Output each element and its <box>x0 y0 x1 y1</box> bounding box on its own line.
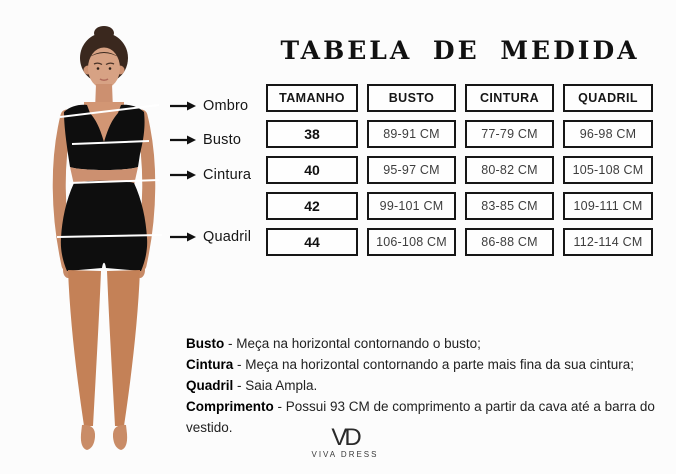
note-text: - Meça na horizontal contornando a parte mais fina da sua cintura; <box>233 357 634 372</box>
table-cell-busto: 89-91 CM <box>367 120 456 148</box>
column-header-quadril: QUADRIL <box>563 84 653 112</box>
model-foot-right <box>113 425 127 450</box>
note-term: Busto <box>186 336 225 351</box>
table-cell-busto: 106-108 CM <box>367 228 456 256</box>
column-header-cintura: CINTURA <box>465 84 554 112</box>
column-header-busto: BUSTO <box>367 84 456 112</box>
model-shorts <box>61 181 147 271</box>
column-header-tamanho: TAMANHO <box>266 84 358 112</box>
note-term: Quadril <box>186 378 234 393</box>
measure-label-text: Quadril <box>203 229 252 245</box>
arrow-right-icon <box>170 232 196 242</box>
table-cell-cintura: 83-85 CM <box>465 192 554 220</box>
note-term: Comprimento <box>186 399 274 414</box>
table-cell-busto: 99-101 CM <box>367 192 456 220</box>
table-cell-cintura: 77-79 CM <box>465 120 554 148</box>
label-busto <box>170 131 241 149</box>
label-quadril <box>170 228 251 246</box>
measure-label-text: Cintura <box>203 167 252 183</box>
table-cell-quadril: 96-98 CM <box>563 120 653 148</box>
logo-monogram: VD <box>331 424 359 451</box>
measure-label-text: Busto <box>203 132 242 148</box>
measuring-instructions <box>186 333 669 438</box>
table-cell-size: 40 <box>266 156 358 184</box>
size-table <box>266 84 653 256</box>
logo-brand-name: VIVA DRESS <box>311 450 379 459</box>
table-cell-quadril: 112-114 CM <box>563 228 653 256</box>
table-cell-busto: 95-97 CM <box>367 156 456 184</box>
table-cell-cintura: 80-82 CM <box>465 156 554 184</box>
table-cell-cintura: 86-88 CM <box>465 228 554 256</box>
model-leg-left <box>68 270 101 426</box>
model-face <box>88 48 120 89</box>
note-busto <box>186 333 669 354</box>
model-leg-right <box>107 270 140 426</box>
table-cell-quadril: 109-111 CM <box>563 192 653 220</box>
note-term: Cintura <box>186 357 234 372</box>
arrow-right-icon <box>170 135 196 145</box>
note-cintura <box>186 354 669 375</box>
note-text: - Meça na horizontal contornando o busto; <box>224 336 481 351</box>
label-cintura <box>170 166 251 184</box>
note-text: - Possui 93 CM de comprimento a partir da cava até a barra do vestido. <box>186 399 655 435</box>
measure-label-text: Ombro <box>203 98 249 114</box>
table-cell-size: 38 <box>266 120 358 148</box>
note-quadril <box>186 375 669 396</box>
note-text: - Saia Ampla. <box>233 378 318 393</box>
model-foot-left <box>81 425 95 450</box>
table-cell-size: 44 <box>266 228 358 256</box>
table-cell-quadril: 105-108 CM <box>563 156 653 184</box>
arrow-right-icon <box>170 101 196 111</box>
page-title: TABELA DE MEDIDA <box>280 36 640 65</box>
arrow-right-icon <box>170 170 196 180</box>
table-cell-size: 42 <box>266 192 358 220</box>
note-comprimento <box>186 396 669 438</box>
brand-logo <box>302 426 388 459</box>
label-ombro <box>170 97 248 115</box>
